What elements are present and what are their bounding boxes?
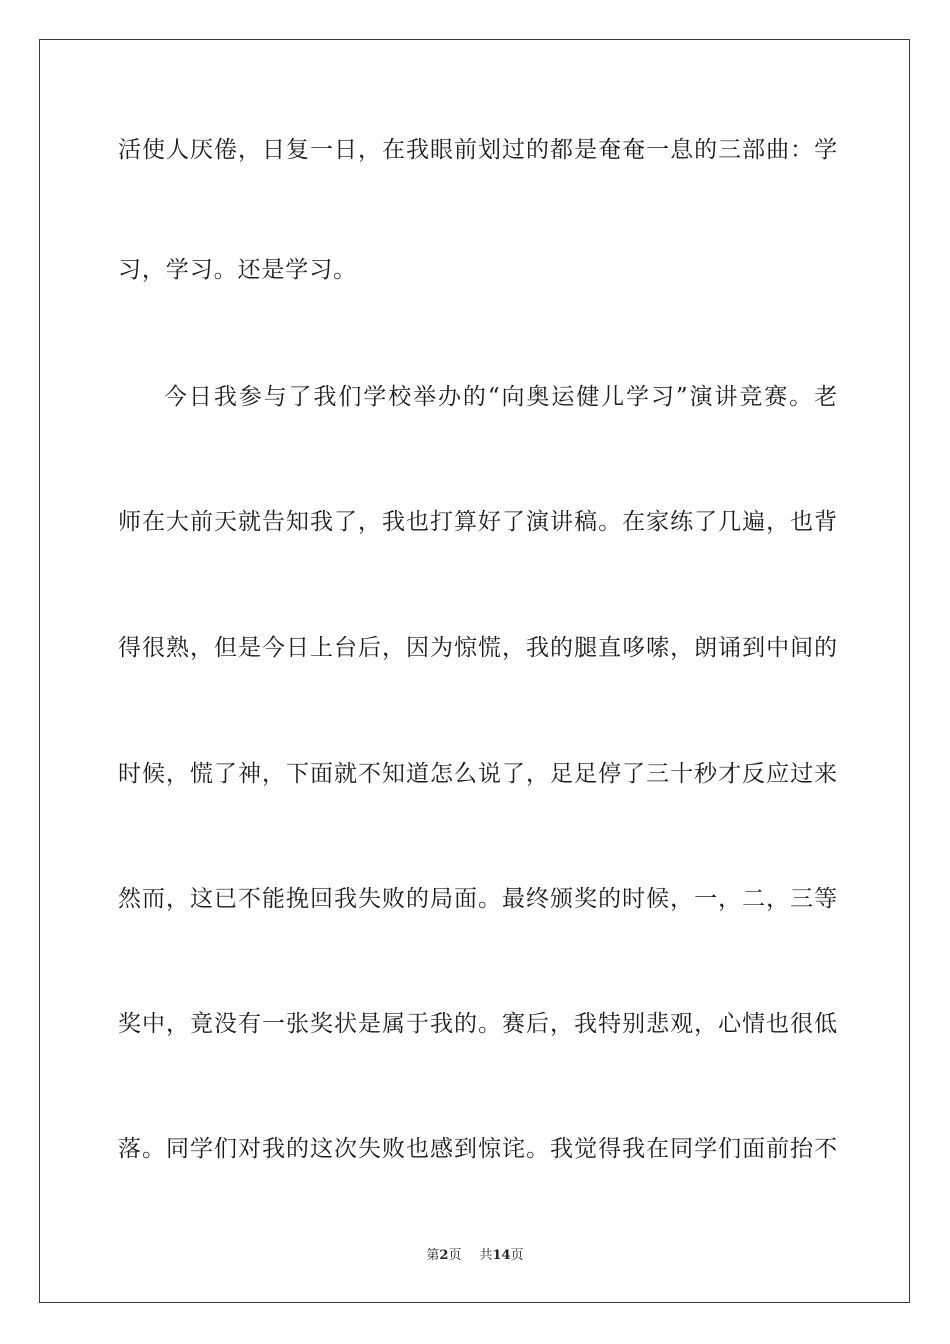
page-suffix: 页 [448,1248,462,1263]
body-text-line: 习，学习。还是学习。 [118,257,357,283]
body-text-line: 活使人厌倦，日复一日，在我眼前划过的都是奄奄一息的三部曲：学 [118,137,838,163]
total-pages: 14 [492,1248,511,1263]
page-indicator [426,1248,461,1263]
body-text-line: 落。同学们对我的这次失败也感到惊诧。我觉得我在同学们面前抬不 [118,1136,838,1162]
page-border [39,39,910,1303]
total-prefix: 共 [479,1248,493,1263]
page-footer [0,1247,950,1265]
body-text-line: 师在大前天就告知我了，我也打算好了演讲稿。在家练了几遍，也背 [118,509,838,535]
page-prefix: 第 [426,1248,440,1263]
body-text-line: 时候，慌了神，下面就不知道怎么说了，足足停了三十秒才反应过来 [118,761,838,787]
body-text-line: 奖中，竟没有一张奖状是属于我的。赛后，我特别悲观，心情也很低 [118,1011,838,1037]
body-text-line: 然而，这已不能挽回我失败的局面。最终颁奖的时候，一，二，三等 [118,886,838,912]
total-pages-indicator [479,1248,523,1263]
page-number: 2 [439,1248,449,1263]
body-text-line: 得很熟，但是今日上台后，因为惊慌，我的腿直哆嗦，朗诵到中间的 [118,635,838,661]
paragraph-first-line: 今日我参与了我们学校举办的“向奥运健儿学习”演讲竞赛。老 [164,384,838,410]
total-suffix: 页 [510,1248,524,1263]
